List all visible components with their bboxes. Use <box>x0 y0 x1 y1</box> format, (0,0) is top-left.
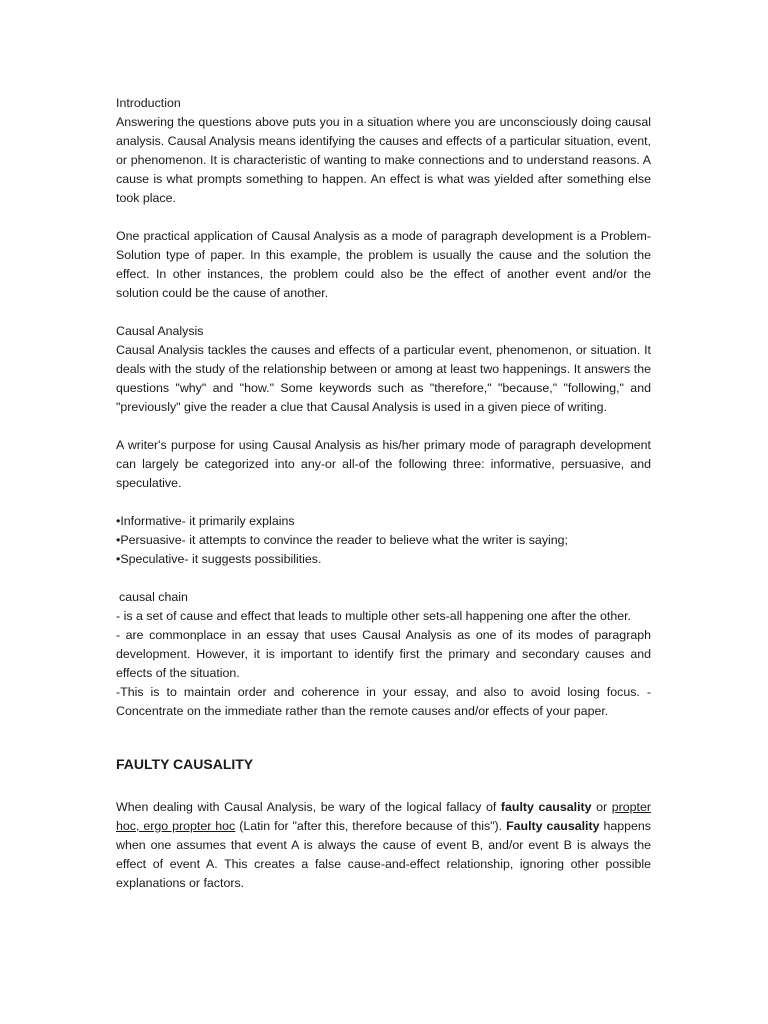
propter-hoc-term: propter hoc, ergo propter hoc <box>116 800 651 833</box>
causal-analysis-paragraph-1: Causal Analysis tackles the causes and effects of a particular event, phenomenon, or situation. It deals with the study of the relationship between or among at least two happenings. It answers the questions "why" and "how." Some keywords such as "therefore," "because," "following," and "previously" give the reader a clue that Causal Analysis is used in a given piece of writing. <box>116 343 651 414</box>
faulty-text-4: happens when one assumes that event A is always the cause of event B, and/or event B is always the effect of event A. This creates a false cause-and-effect relationship, ignoring other possible explanations or factors. <box>116 819 652 890</box>
purpose-bullet-persuasive: •Persuasive- it attempts to convince the reader to believe what the writer is saying; <box>116 533 568 547</box>
faulty-causality-paragraph <box>116 798 651 893</box>
faulty-causality-bold-term: faulty causality <box>500 800 592 814</box>
introduction-heading: Introduction <box>116 96 181 110</box>
purpose-bullet-informative: •Informative- it primarily explains <box>116 514 295 528</box>
spacer <box>116 303 651 322</box>
causal-chain-line-2: - are commonplace in an essay that uses Causal Analysis as one of its modes of paragraph development. However, it is important to identify first the primary and secondary causes and effects of the situation. <box>116 628 651 680</box>
faulty-causality-heading: FAULTY CAUSALITY <box>116 756 254 772</box>
faulty-text-1: When dealing with Causal Analysis, be wary of the logical fallacy of <box>116 800 501 814</box>
causal-chain-line-1: - is a set of cause and effect that leads to multiple other sets-all happening one after the other. <box>116 609 631 623</box>
faulty-text-2: or <box>591 800 612 814</box>
introduction-paragraph-2: One practical application of Causal Analysis as a mode of paragraph development is a Problem-Solution type of paper. In this example, the problem is usually the cause and the solution the effect. In other instances, the problem could also be the effect of another event and/or the solution could be the cause of another. <box>116 229 651 300</box>
causal-chain-line-3: -This is to maintain order and coherence in your essay, and also to avoid losing focus. -Concentrate on the immediate rather than the remote causes and/or effects of your paper. <box>116 685 651 718</box>
spacer <box>116 208 651 227</box>
causal-analysis-paragraph-2: A writer's purpose for using Causal Analysis as his/her primary mode of paragraph development can largely be categorized into any-or all-of the following three: informative, persuasive, and speculative. <box>116 438 651 490</box>
spacer <box>116 569 651 588</box>
document-body <box>116 94 651 893</box>
faulty-causality-bold-term-2: Faulty causality <box>506 819 600 833</box>
spacer <box>116 493 651 512</box>
introduction-paragraph-1: Answering the questions above puts you in a situation where you are unconsciously doing causal analysis. Causal Analysis means identifying the causes and effects of a particular situation, event, or phenomenon. It is characteristic of wanting to make connections and to understand reasons. A cause is what prompts something to happen. An effect is what was yielded after something else took place. <box>116 115 651 205</box>
causal-chain-heading: causal chain <box>119 590 188 604</box>
causal-analysis-heading: Causal Analysis <box>116 324 204 338</box>
faulty-text-3: (Latin for "after this, therefore because of this"). <box>235 819 507 833</box>
purpose-bullet-speculative: •Speculative- it suggests possibilities. <box>116 552 322 566</box>
spacer <box>116 417 651 436</box>
